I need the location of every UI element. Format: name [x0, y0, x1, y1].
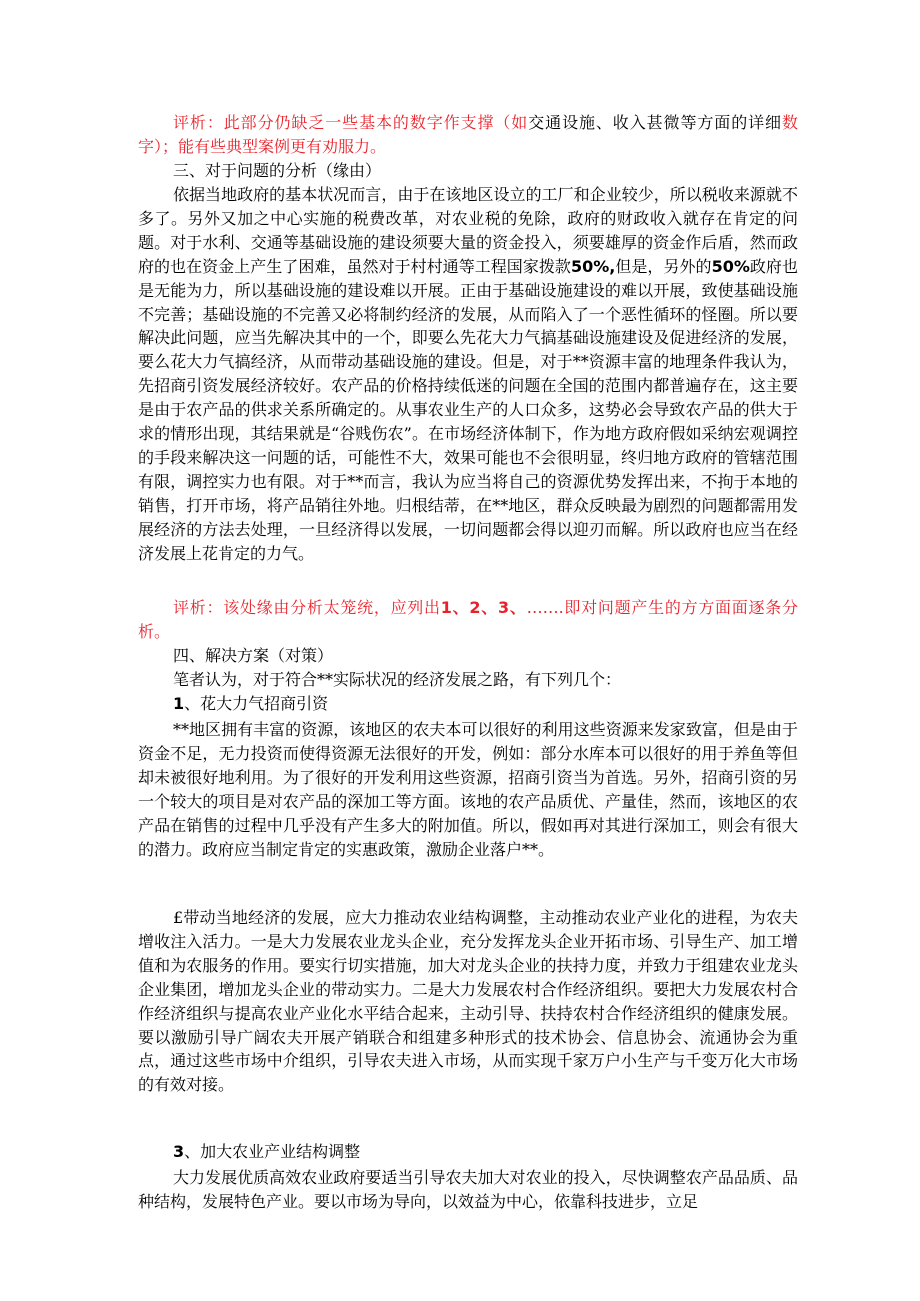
solutions-intro: 笔者认为，对于符合**实际状况的经济发展之路，有下列几个： — [173, 670, 622, 689]
section-4-title: 四、解决方案（对策） — [173, 646, 334, 665]
paragraph-analysis-text-b: 但是，另外的 — [615, 256, 712, 276]
item-1-heading — [138, 692, 798, 716]
comment-1-red-text-2: 数字）；能有些典型案例更有劝服力。 — [138, 113, 798, 156]
item-3-number: 3 — [173, 1142, 185, 1161]
comment-2 — [138, 596, 798, 644]
paragraph-investment: **地区拥有丰富的资源，该地区的农夫本可以很好的利用这些资源来发家致富，但是由于资金不足，无力投资而使得资源无法很好的开发，例如：部分水库本可以很好的用于养鱼等但却未被很好地利用。为了很好的开发利用这些资源，招商引资当为首选。另外，招商引资的另一个较大的项目是对农产品的深加工等方面。该地的农产品质优、产量佳，然而，该地区的农产品在销售的过程中几乎没有产生多大的附加值。所以，假如再对其进行深加工，则会有很大的潜力。政府应当制定肯定的实惠政策，激励企业落户**。 — [138, 720, 798, 859]
item-1-title: 、花大力气招商引资 — [184, 694, 329, 713]
comment-2-text-a: 评析：该处缘由分析太笼统，应列出 — [173, 598, 441, 617]
comment-1-black-text: 交通设施、收入甚微等方面的详细 — [528, 113, 782, 132]
item-3-heading — [138, 1140, 798, 1164]
paragraph-analysis-text-c: 政府也是无能为力，所以基础设施的建设难以开展。正由于基础设施建设的难以开展，致使基础设施不完善；基础设施的不完善又必将制约经济的发展，从而陷入了一个恶性循环的怪圈。所以要解决此问题，应当先解决其中的一个，即要么先花大力气搞基础设施建设及促进经济的发展，要么花大力气搞经济，从而带动基础设施的建设。但是，对于**资源丰富的地理条件我认为，先招商引资发展经济较好。农产品的价格持续低迷的问题在全国的范围内都普遍存在，这主要是由于农产品的供求关系所确定的。从事农业生产的人口众多，这势必会导致农产品的供大于求的情形出现，其结果就是“谷贱伤农”。在市场经济体制下，作为地方政府假如采纳宏观调控的手段来解决这一问题的话，可能性不大，效果可能也不会很明显，终归地方政府的管辖范围有限，调控实力也有限。对于**而言，我认为应当将自己的资源优势发挥出来，不拘于本地的销售，打开市场，将产品销往外地。归根结蒂，在**地区，群众反映最为剧烈的问题都需用发展经济的方法去处理，一旦经济得以发展，一切问题都会得以迎刃而解。所以政府也应当在经济发展上花肯定的力气。 — [138, 256, 798, 563]
percent-value-1: 50%, — [570, 256, 616, 276]
comment-1 — [138, 111, 798, 159]
paragraph-quality-agriculture: 大力发展优质高效农业政府要适当引导农夫加大对农业的投入，尽快调整农产品品质、品种结构，发展特色产业。要以市场为导向，以效益为中心，依靠科技进步，立足 — [138, 1168, 798, 1211]
paragraph-agriculture-structure: £带动当地经济的发展，应大力推动农业结构调整，主动推动农业产业化的进程，为农夫增收注入活力。一是大力发展农业龙头企业，充分发挥龙头企业开拓市场、引导生产、加工增值和为农服务的作用。要实行切实措施，加大对龙头企业的扶持力度，并致力于组建农业龙头企业集团，增加龙头企业的带动实力。二是大力发展农村合作经济组织。要把大力发展农村合作经济组织与提高农业产业化水平结合起来，主动引导、扶持农村合作经济组织的健康发展。要以激励引导广阔农夫开展产销联合和组建多种形式的技术协会、信息协会、流通协会为重点，通过这些市场中介组织，引导农夫进入市场，从而实现千家万户小生产与千变万化大市场的有效对接。 — [138, 908, 798, 1095]
paragraph-analysis-text-a: 依据当地政府的基本状况而言，由于在该地区设立的工厂和企业较少，所以税收来源就不多了。另外又加之中心实施的税费改革，对农业税的免除，政府的财政收入就存在肯定的问题。对于水利、交通等基础设施的建设须要大量的资金投入，须要雄厚的资金作后盾，然而政府的也在资金上产生了困难，虽然对于村村通等工程国家拨款 — [138, 185, 798, 276]
section-3-title: 三、对于问题的分析（缘由） — [173, 161, 382, 180]
comment-1-red-text: 评析：此部分仍缺乏一些基本的数字作支撑（如 — [173, 113, 529, 132]
percent-value-2: 50% — [711, 256, 750, 276]
paragraph-analysis — [138, 183, 798, 566]
comment-2-numbers: 1、2、3、 — [440, 598, 527, 617]
comment-2-text-b: …….即对问题产生的方方面面逐条分析。 — [138, 598, 798, 641]
item-1-number: 1 — [173, 694, 185, 713]
item-3-title: 、加大农业产业结构调整 — [184, 1142, 361, 1161]
